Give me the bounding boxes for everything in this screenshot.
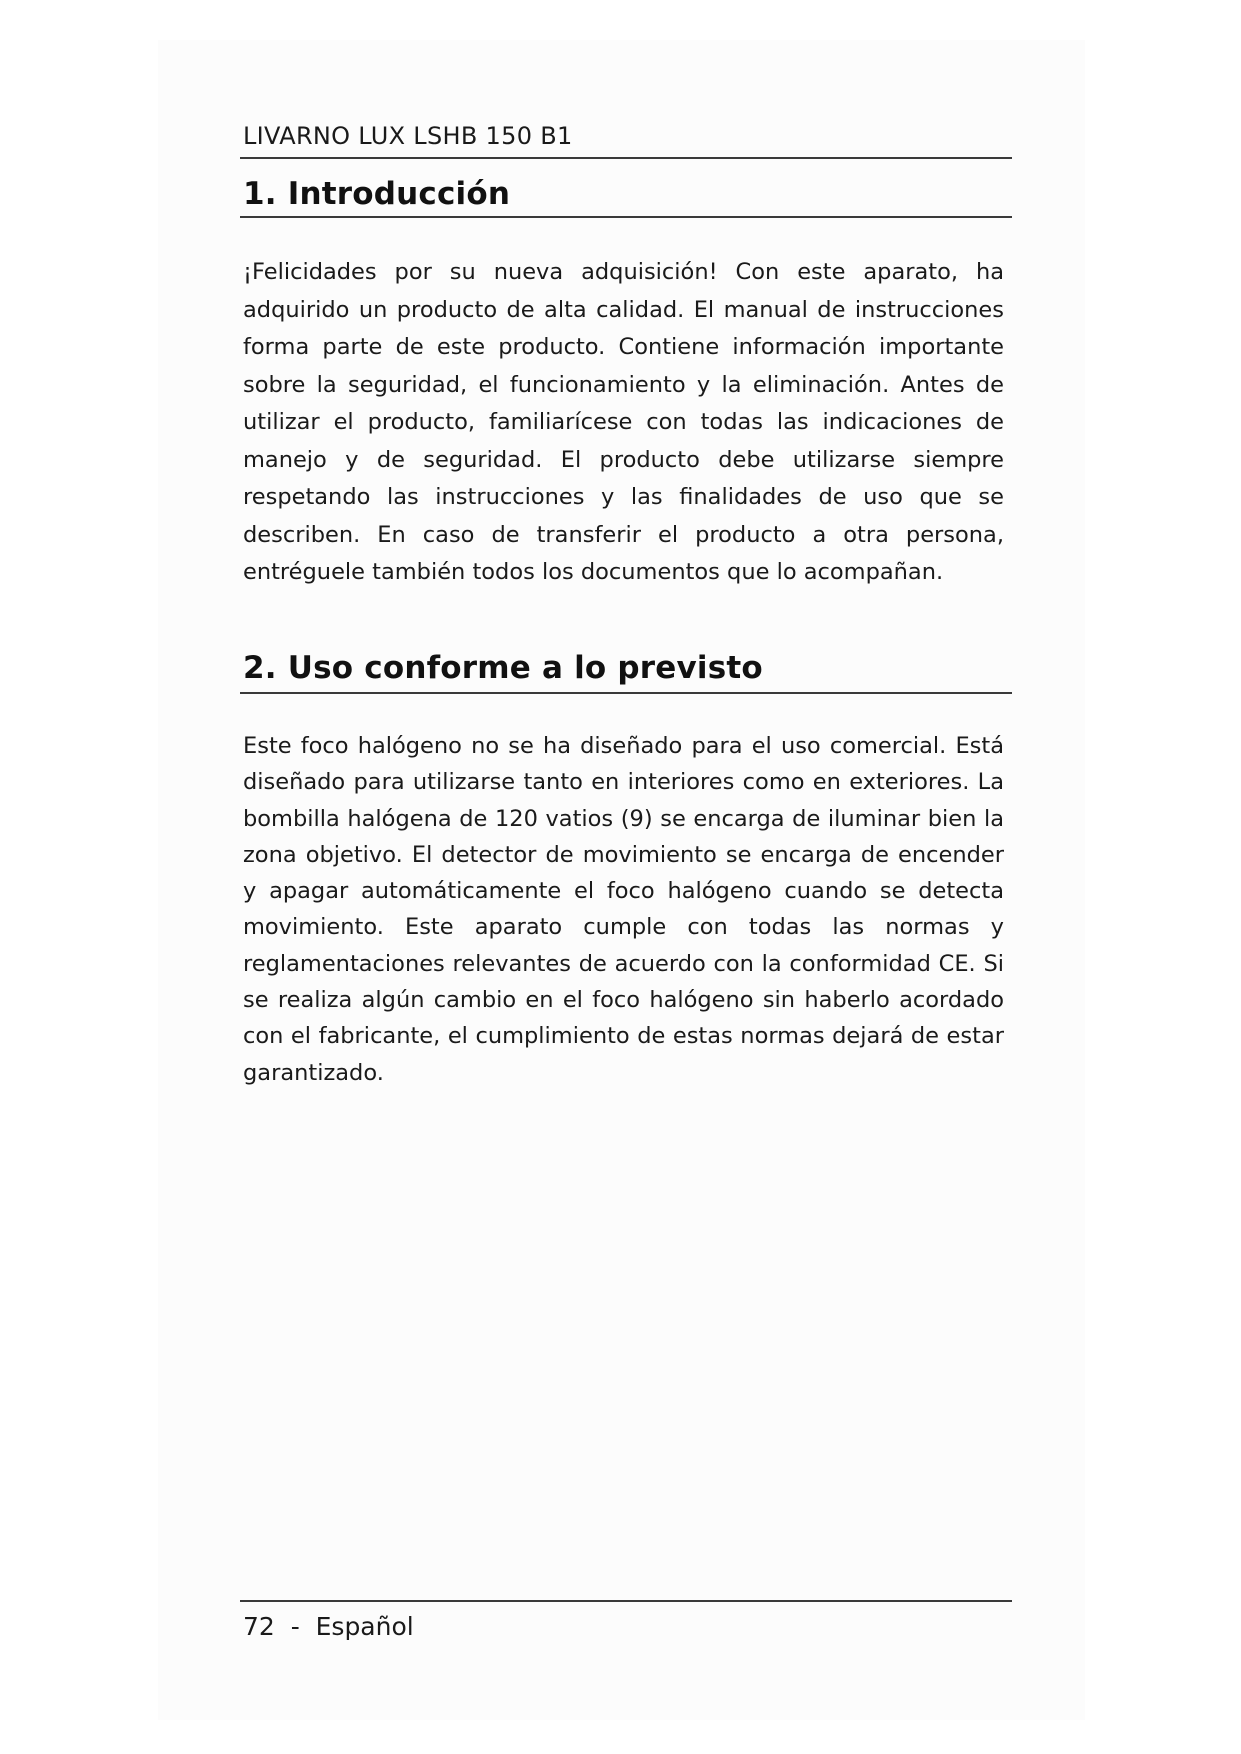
section-rule-introduccion	[240, 216, 1012, 218]
footer-rule	[240, 1600, 1012, 1602]
header-rule	[240, 157, 1012, 159]
page-footer: 72 - Español	[243, 1612, 414, 1641]
section-heading-introduccion: 1. Introducción	[243, 176, 511, 212]
section-heading-uso-conforme: 2. Uso conforme a lo previsto	[243, 650, 763, 686]
section-body-uso-conforme: Este foco halógeno no se ha diseñado para el uso comercial. Está diseñado para utilizarse tanto en interiores como en exteriores. La bombilla halógena de 120 vatios (9) se encarga de iluminar bien la zona objetivo. El detector de movimiento se encarga de encender y apagar automáticamente el foco halógeno cuando se detecta movimiento. Este aparato cumple con todas las normas y reglamentaciones relevantes de acuerdo con la conformidad CE. Si se realiza algún cambio en el foco halógeno sin haberlo acordado con el fabricante, el cumplimiento de estas normas dejará de estar garantizado.	[243, 733, 1004, 1086]
section-rule-uso-conforme	[240, 692, 1012, 694]
running-header: LIVARNO LUX LSHB 150 B1	[243, 122, 573, 150]
section-body-introduccion: ¡Felicidades por su nueva adquisición! Con este aparato, ha adquirido un producto de alta calidad. El manual de instrucciones forma parte de este producto. Contiene información importante sobre la seguridad, el funcionamiento y la eliminación. Antes de utilizar el producto, familiarícese con todas las indicaciones de manejo y de seguridad. El producto debe utilizarse siempre respetando las instrucciones y las finalidades de uso que se describen. En caso de transferir el producto a otra persona, entréguele también todos los documentos que lo acompañan.	[243, 259, 1004, 585]
